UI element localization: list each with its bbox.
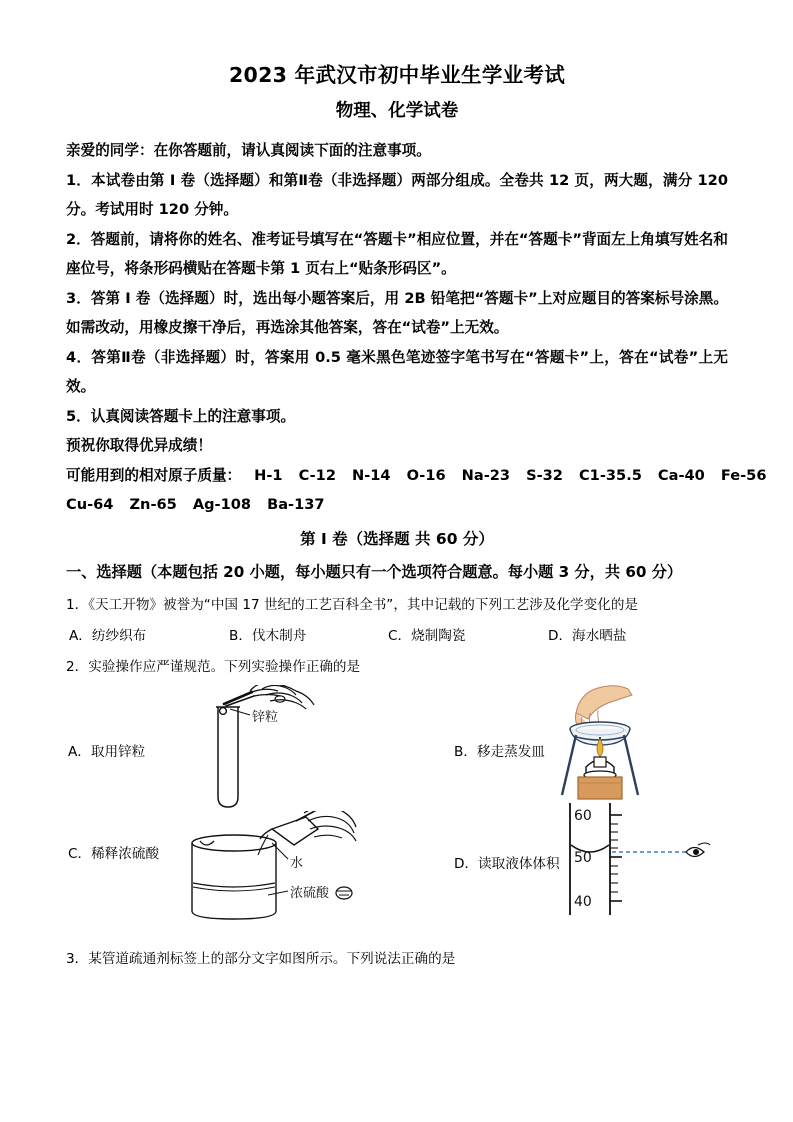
question-2-option-c[interactable] <box>66 813 396 938</box>
atomic-mass-prefix: 可能用到的相对原子质量： <box>66 466 242 484</box>
notice-item-2: 2．答题前，请将你的姓名、准考证号填写在“答题卡”相应位置，并在“答题卡”背面左上角填写姓名和座位号，将条形码横贴在答题卡第 1 页右上“贴条形码区”。 <box>66 230 728 277</box>
dilute-sulfuric-acid-diagram <box>176 811 396 936</box>
page-title: 2023 年武汉市初中毕业生学业考试 <box>228 63 566 87</box>
question-1-option-d[interactable]: D．海水晒盐 <box>548 627 627 644</box>
atomic-mass-s: S-32 <box>526 466 563 484</box>
question-1-option-b[interactable]: B．伐木制舟 <box>229 627 307 644</box>
question-2-option-a-label: A．取用锌粒 <box>68 743 146 760</box>
atomic-mass-line-2 <box>66 490 728 520</box>
question-1-option-c[interactable]: C．烧制陶瓷 <box>388 627 466 644</box>
question-1-options <box>66 624 728 654</box>
notice-item-1: 1．本试卷由第 I 卷（选择题）和第Ⅱ卷（非选择题）两部分组成。全卷共 12 页，两大题，满分 120 分。考试用时 120 分钟。 <box>66 171 728 218</box>
question-2-option-c-label: C．稀释浓硫酸 <box>68 845 160 862</box>
question-2-stem: 2．实验操作应严谨规范。下列实验操作正确的是 <box>66 658 361 675</box>
question-1-stem: 1．《天工开物》被誉为“中国 17 世纪的工艺百科全书”，其中记载的下列工艺涉及化学变化的是 <box>66 596 639 613</box>
atomic-mass-o: O-16 <box>406 466 446 484</box>
page-subtitle: 物理、化学试卷 <box>335 101 459 121</box>
atomic-mass-h: H-1 <box>254 466 283 484</box>
water-text: 水 <box>290 855 304 871</box>
zinc-granule-text: 锌粒 <box>252 709 279 725</box>
question-2-figures <box>66 685 728 940</box>
atomic-mass-n: N-14 <box>352 466 391 484</box>
paper-section-header: 第 I 卷（选择题 共 60 分） <box>300 529 494 548</box>
question-2-option-d-label: D．读取液体体积 <box>454 855 560 872</box>
atomic-mass-ba: Ba-137 <box>267 496 325 513</box>
cylinder-mark-40: 40 <box>574 893 592 910</box>
greeting-text: 亲爱的同学：在你答题前，请认真阅读下面的注意事项。 <box>66 142 431 159</box>
graduated-cylinder-reading-diagram <box>558 795 728 930</box>
notice-item-4: 4．答第Ⅱ卷（非选择题）时，答案用 0.5 毫米黑色笔迹签字笔书写在“答题卡”上，答在“试卷”上无效。 <box>66 348 728 395</box>
atomic-mass-ca: Ca-40 <box>657 466 705 484</box>
question-2-option-b-label: B．移走蒸发皿 <box>454 743 545 760</box>
notice-item-5: 5．认真阅读答题卡上的注意事项。 <box>66 407 296 425</box>
page-content <box>66 58 767 986</box>
question-2-option-d[interactable] <box>396 803 728 938</box>
zinc-granule-tweezers-diagram <box>166 685 346 813</box>
question-2-option-b[interactable] <box>396 685 728 813</box>
atomic-mass-fe: Fe-56 <box>720 466 767 484</box>
question-1-option-a[interactable]: A．纺纱织布 <box>69 627 147 644</box>
atomic-mass-na: Na-23 <box>461 466 511 484</box>
atomic-mass-cl: C1-35.5 <box>578 466 642 484</box>
big-question-header: 一、选择题（本题包括 20 小题，每小题只有一个选项符合题意。每小题 3 分，共 60 分） <box>66 562 683 581</box>
cylinder-mark-50: 50 <box>574 849 592 866</box>
cylinder-mark-60: 60 <box>574 807 592 824</box>
question-2-option-a[interactable] <box>66 685 396 813</box>
atomic-mass-zn: Zn-65 <box>129 496 177 513</box>
atomic-mass-cu: Cu-64 <box>66 496 114 513</box>
conc-sulfuric-acid-text: 浓硫酸 <box>290 885 330 901</box>
question-3-stem: 3．某管道疏通剂标签上的部分文字如图所示。下列说法正确的是 <box>66 950 456 967</box>
wish-text: 预祝你取得优异成绩！ <box>66 437 212 454</box>
atomic-mass-c: C-12 <box>298 466 336 484</box>
atomic-mass-line-1 <box>66 461 767 491</box>
notice-item-3: 3．答第 I 卷（选择题）时，选出每小题答案后，用 2B 铅笔把“答题卡”上对应题目的答案标号涂黑。如需改动，用橡皮擦干净后，再选涂其他答案，答在“试卷”上无效。 <box>66 289 728 336</box>
atomic-mass-ag: Ag-108 <box>192 496 252 513</box>
